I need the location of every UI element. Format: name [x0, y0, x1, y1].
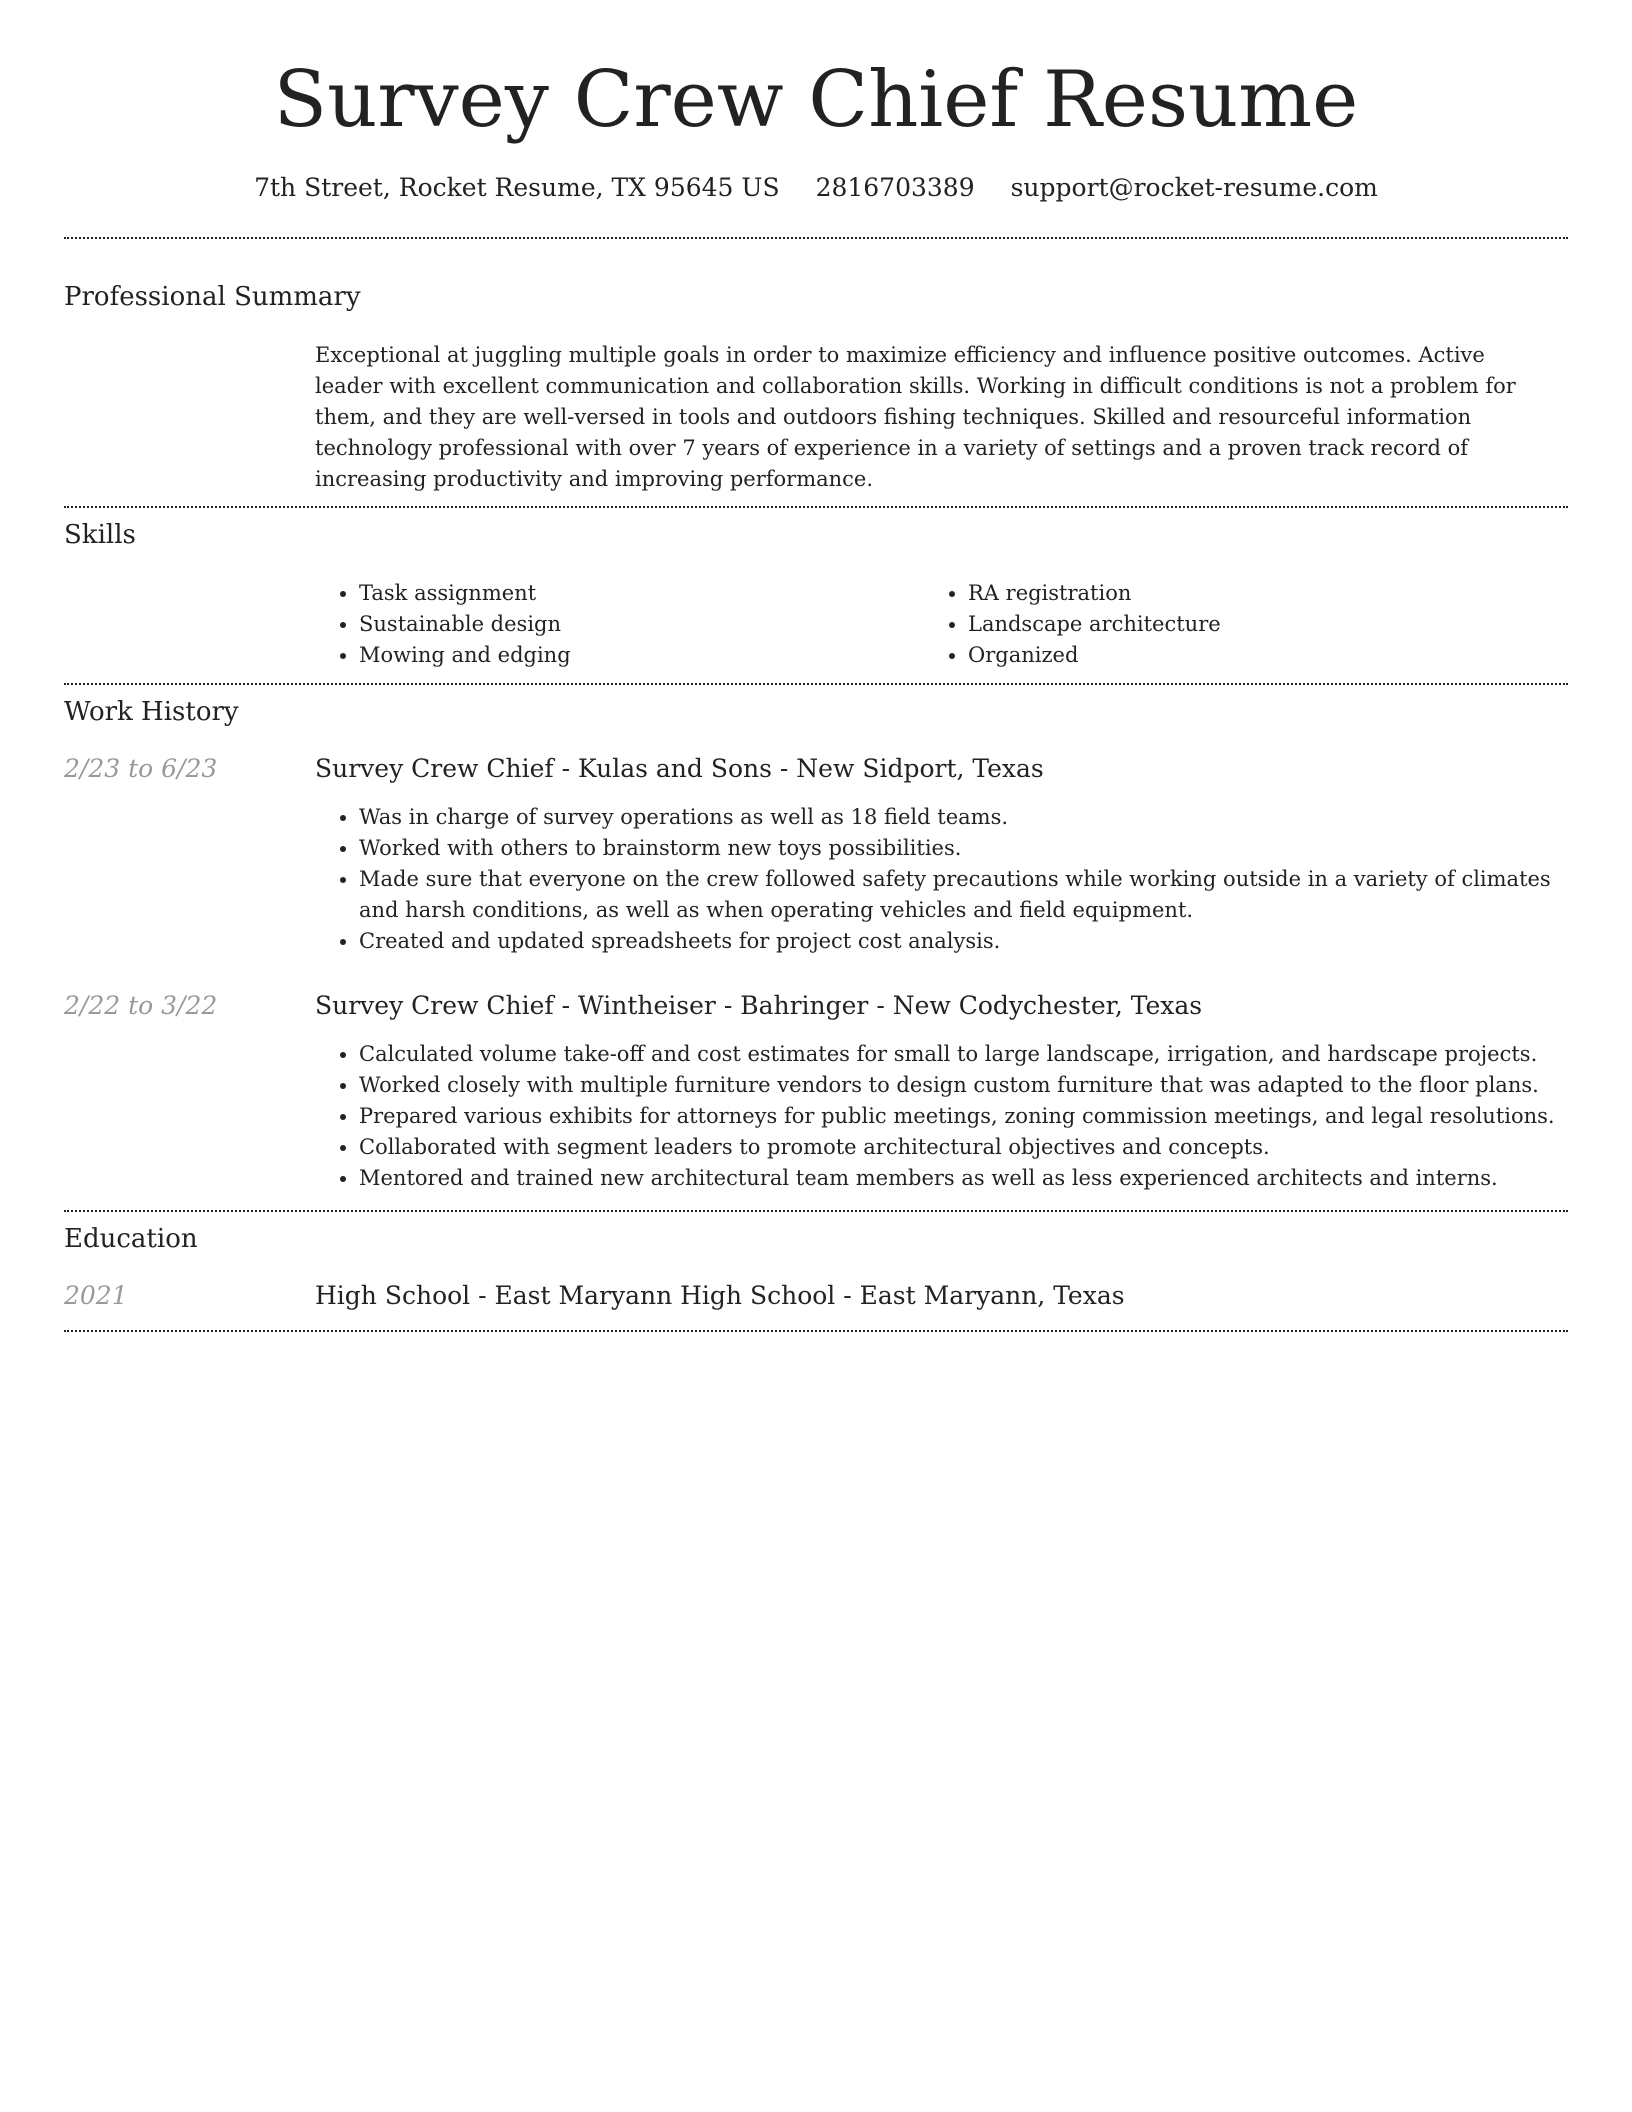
job-bullet: • Mentored and trained new architectural team members as well as less experienced architects and interns.: [359, 1163, 1555, 1194]
contact-phone: 2816703389: [815, 173, 975, 202]
skills-list-left: [315, 578, 571, 671]
job-title: Survey Crew Chief - Wintheiser - Bahringer - New Codychester, Texas: [315, 991, 1203, 1020]
skill-item: • Landscape architecture: [968, 609, 1221, 640]
job-title: Survey Crew Chief - Kulas and Sons - New Sidport, Texas: [315, 754, 1044, 783]
job-bullets: [315, 802, 1555, 957]
job-bullet: • Prepared various exhibits for attorneys for public meetings, zoning commission meetings, and legal resolutions.: [359, 1101, 1555, 1132]
job-bullet: • Worked with others to brainstorm new toys possibilities.: [359, 833, 1555, 864]
job-bullet: • Collaborated with segment leaders to promote architectural objectives and concepts.: [359, 1132, 1555, 1163]
education-year: 2021: [64, 1281, 128, 1310]
job-bullet: • Was in charge of survey operations as well as 18 field teams.: [359, 802, 1555, 833]
summary-text: Exceptional at juggling multiple goals in order to maximize efficiency and influence positive outcomes. Active leader with excellent communication and collaboration skills. Working in difficult conditions is not a problem for them, and they are well-versed in tools and outdoors fishing techniques. Skilled and resourceful information technology professional with over 7 years of experience in a variety of settings and a proven track record of increasing productivity and improving performance.: [315, 343, 1516, 491]
skill-item: • Task assignment: [359, 578, 571, 609]
job-bullet: • Created and updated spreadsheets for project cost analysis.: [359, 926, 1555, 957]
contact-address: 7th Street, Rocket Resume, TX 95645 US: [254, 173, 780, 202]
skill-item: • Mowing and edging: [359, 640, 571, 671]
job-dates: 2/23 to 6/23: [64, 754, 218, 783]
section-heading-work: Work History: [64, 697, 239, 727]
job-dates: 2/22 to 3/22: [64, 991, 218, 1020]
contact-email: support@rocket-resume.com: [1010, 173, 1378, 202]
section-heading-summary: Professional Summary: [64, 282, 361, 312]
skill-item: • Sustainable design: [359, 609, 571, 640]
divider: [64, 683, 1568, 685]
divider: [64, 506, 1568, 508]
education-title: High School - East Maryann High School - East Maryann, Texas: [315, 1281, 1125, 1310]
resume-title: Survey Crew Chief Resume: [273, 55, 1359, 145]
job-bullet: • Worked closely with multiple furniture vendors to design custom furniture that was adapted to the floor plans.: [359, 1070, 1555, 1101]
skills-list-right: [924, 578, 1221, 671]
contact-line: [64, 170, 1568, 206]
skill-item: • Organized: [968, 640, 1221, 671]
divider: [64, 237, 1568, 239]
divider: [64, 1210, 1568, 1212]
job-bullet: • Calculated volume take-off and cost estimates for small to large landscape, irrigation, and hardscape projects.: [359, 1039, 1555, 1070]
skill-item: • RA registration: [968, 578, 1221, 609]
job-bullet: • Made sure that everyone on the crew followed safety precautions while working outside in a variety of climates and harsh conditions, as well as when operating vehicles and field equipment.: [359, 864, 1555, 926]
divider: [64, 1330, 1568, 1332]
section-heading-education: Education: [64, 1224, 198, 1254]
section-heading-skills: Skills: [64, 520, 136, 550]
job-bullets: [315, 1039, 1555, 1194]
